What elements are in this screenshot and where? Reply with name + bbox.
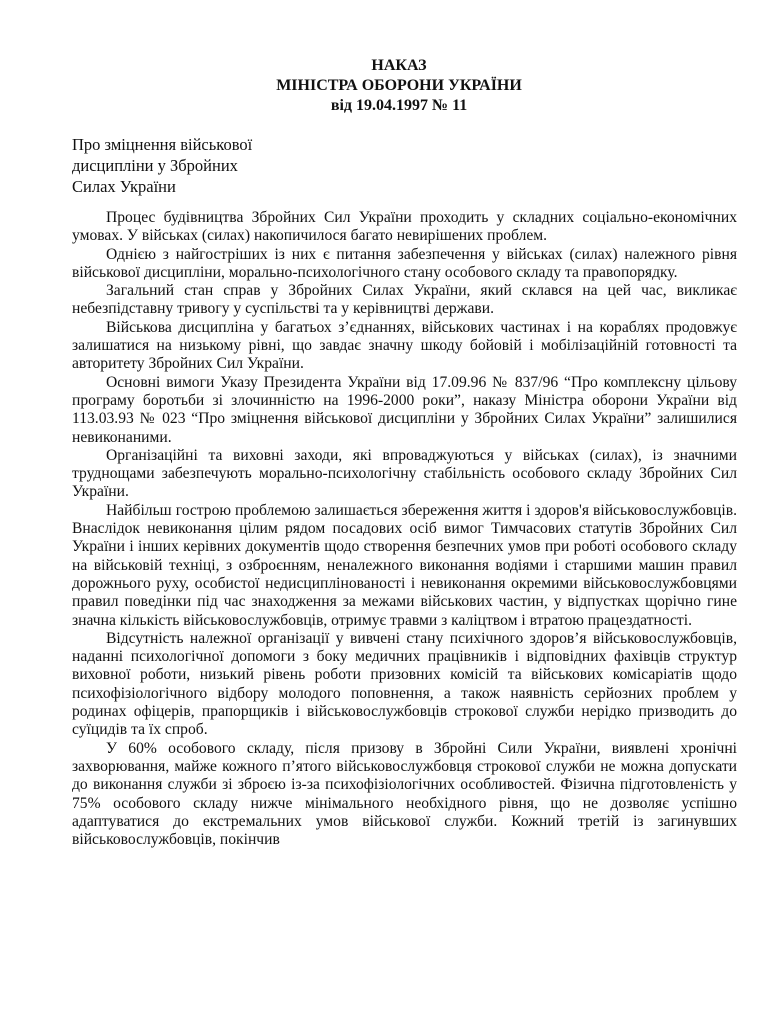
document-header [0, 56, 768, 116]
order-subject [72, 134, 252, 197]
body-paragraph: Загальний стан справ у Збройних Силах України, який склався на цей час, викликає небезпідставну тривогу у суспільстві та у керівництві держави. [72, 282, 737, 318]
subject-line: Силах України [72, 177, 176, 196]
body-paragraph: Найбільш гострою проблемою залишається збереження життя і здоров'я військовослужбовців. Внаслідок невиконання цілим рядом посадових осіб вимог Тимчасових статутів Збройних Сил України і інших керівних документів щодо створення безпечних умов при роботі особового складу на військовій техніці, з озброєнням, неналежного виконання водіями і старшими машин правил дорожнього руху, особистої недисциплінованості і невиконання окремими військовослужбовцями правил поведінки під час знаходження за межами військових частин, у відпустках щорічно гине значна кількість військовослужбовців, отримує травми з каліцтвом і втратою працездатності. [72, 501, 737, 629]
body-paragraph: Відсутність належної організації у вивчені стану психічного здоров’я військовослужбовців, наданні психологічної допомоги з боку медичних працівників і відповідних фахівців структур виховної роботи, низький рівень роботи призовних комісій та військових комісаріатів щодо психофізіологічного відбору молодого поповнення, а також наявність серйозних проблем у родинах офіцерів, прапорщиків і військовослужбовців строкової служби нерідко призводить до суїцидів та їх спроб. [72, 629, 737, 739]
subject-line: дисципліни у Збройних [72, 156, 238, 175]
body-paragraph: У 60% особового складу, після призову в Збройні Сили України, виявлені хронічні захворювання, майже кожного п’ятого військовослужбовця строкової служби не можна допускати до виконання служби зі зброєю із-за психофізіологічних особливостей. Фізична підготовленість у 75% особового складу нижче мінімального необхідного рівня, що не дозволяє успішно адаптуватися до екстремальних умов військової служби. Кожний третій із загинувших військовослужбовців, покінчив [72, 739, 737, 849]
order-date-number: від 19.04.1997 № 11 [330, 97, 468, 114]
body-paragraph: Процес будівництва Збройних Сил України проходить у складних соціально-економічних умовах. У військах (силах) накопичилося багато невирішених проблем. [72, 209, 737, 245]
order-issuer: МІНІСТРА ОБОРОНИ УКРАЇНИ [276, 77, 522, 94]
body-paragraph: Основні вимоги Указу Президента України від 17.09.96 № 837/96 “Про комплексну цільову програму боротьби зі злочинністю на 1996-2000 роки”, наказу Міністра оборони України від 113.03.93 № 023 “Про зміцнення військової дисципліни у Збройних Силах України” залишилися невиконаними. [72, 373, 737, 446]
order-title: НАКАЗ [371, 57, 427, 74]
subject-line: Про зміцнення військової [72, 135, 253, 154]
body-paragraph: Однією з найгостріших із них є питання забезпечення у військах (силах) належного рівня військової дисципліни, морально-психологічного стану особового складу та правопорядку. [72, 245, 737, 281]
body-paragraph: Військова дисципліна у багатьох з’єднаннях, військових частинах і на кораблях продовжує залишатися на низькому рівні, що завдає значну шкоду бойовій і мобілізаційній готовності та авторитету Збройних Сил України. [72, 318, 737, 373]
body-paragraph: Організаційні та виховні заходи, які впроваджуються у військах (силах), із значними труднощами забезпечують морально-психологічну стабільність особового складу Збройних Сил України. [72, 446, 737, 501]
document-body [72, 209, 737, 849]
